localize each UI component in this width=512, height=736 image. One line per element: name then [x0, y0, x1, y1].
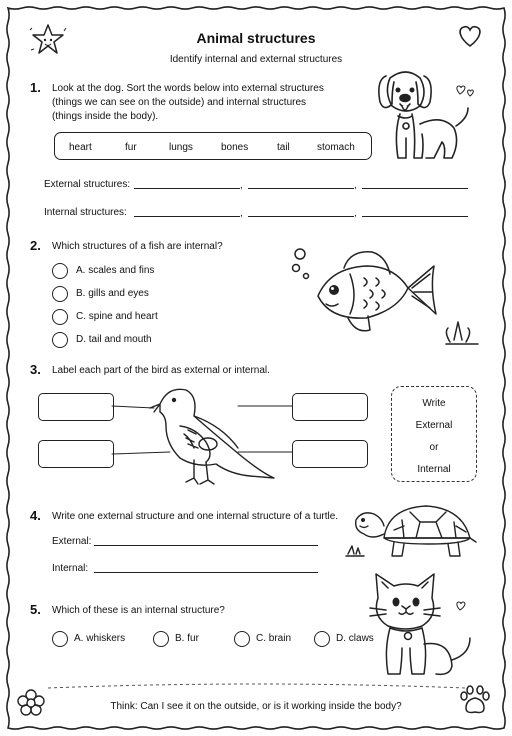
bird-illustration	[110, 378, 296, 496]
q2-text: Which structures of a fish are internal?	[52, 241, 223, 252]
q5-option-c	[256, 633, 291, 644]
q1-separator: ,	[240, 208, 243, 219]
q5-option-letter: A.	[74, 633, 84, 644]
q4-external-blank[interactable]	[94, 545, 318, 546]
q2-option-text: tail and mouth	[88, 334, 152, 345]
word-bank-item: fur	[125, 142, 137, 153]
q4-external-label: External:	[52, 536, 92, 547]
q1-external-blank-3[interactable]	[362, 188, 468, 189]
q4-internal-blank[interactable]	[94, 572, 318, 573]
hint-line: External	[415, 420, 453, 431]
q2-option-d-radio[interactable]	[52, 332, 68, 348]
word-bank-item: heart	[69, 142, 92, 153]
q4-internal-label: Internal:	[52, 563, 89, 574]
word-bank-item: bones	[221, 142, 249, 153]
q2-option-text: gills and eyes	[88, 288, 149, 299]
q5-option-a-radio[interactable]	[52, 631, 68, 647]
bird-label-box-4[interactable]	[292, 440, 368, 468]
q1-text	[52, 82, 324, 124]
q1-number: 1.	[30, 80, 41, 95]
q4-text: Write one external structure and one internal structure of a turtle.	[52, 511, 339, 522]
q1-external-blank-2[interactable]	[248, 188, 354, 189]
q1-separator: ,	[354, 208, 357, 219]
q2-option-letter: A.	[76, 265, 86, 276]
q5-option-text: brain	[268, 633, 292, 644]
think-prompt: Think: Can I see it on the outside, or is it working inside the body?	[110, 701, 402, 712]
hint-box	[391, 386, 477, 482]
bird-label-box-1[interactable]	[38, 393, 114, 421]
bird-label-box-3[interactable]	[292, 393, 368, 421]
q5-option-text: whiskers	[86, 633, 126, 644]
q5-option-letter: C.	[256, 633, 266, 644]
q2-option-text: scales and fins	[88, 265, 155, 276]
q2-option-a	[76, 265, 154, 276]
q5-option-c-radio[interactable]	[234, 631, 250, 647]
q3-text: Label each part of the bird as external or internal.	[52, 365, 270, 376]
q5-option-b-radio[interactable]	[153, 631, 169, 647]
q2-option-b	[76, 288, 149, 299]
q5-option-a	[74, 633, 125, 644]
q1-text-line: Look at the dog. Sort the words below into external structures	[52, 83, 324, 94]
word-bank-item: stomach	[317, 142, 355, 153]
q5-option-letter: B.	[175, 633, 185, 644]
q2-option-c-radio[interactable]	[52, 309, 68, 325]
hint-line: Internal	[417, 464, 451, 475]
q5-number: 5.	[30, 602, 41, 617]
page-subtitle: Identify internal and external structures	[169, 54, 343, 65]
q1-separator: ,	[354, 180, 357, 191]
q4-number: 4.	[30, 508, 41, 523]
q1-text-line: (things inside the body).	[52, 111, 159, 122]
q5-text: Which of these is an internal structure?	[52, 605, 225, 616]
q1-internal-label: Internal structures:	[44, 207, 127, 218]
turtle-illustration	[344, 496, 478, 562]
q1-text-line: (things we can see on the outside) and internal structures	[52, 97, 307, 108]
q2-option-b-radio[interactable]	[52, 286, 68, 302]
q1-internal-blank-1[interactable]	[134, 216, 240, 217]
dog-illustration	[372, 62, 480, 170]
q2-option-letter: C.	[76, 311, 86, 322]
q1-internal-blank-3[interactable]	[362, 216, 468, 217]
q2-option-letter: B.	[76, 288, 86, 299]
q1-separator: ,	[240, 180, 243, 191]
q2-option-letter: D.	[76, 334, 86, 345]
fish-illustration	[286, 244, 482, 350]
q2-option-d	[76, 334, 152, 345]
q2-option-c	[76, 311, 158, 322]
hint-line: Write	[422, 398, 446, 409]
q2-option-a-radio[interactable]	[52, 263, 68, 279]
word-bank-item: tail	[277, 142, 290, 153]
q2-number: 2.	[30, 238, 41, 253]
q1-external-blank-1[interactable]	[134, 188, 240, 189]
q5-option-text: claws	[348, 633, 374, 644]
q5-option-d-radio[interactable]	[314, 631, 330, 647]
q3-number: 3.	[30, 362, 41, 377]
q1-internal-blank-2[interactable]	[248, 216, 354, 217]
q5-option-letter: D.	[336, 633, 346, 644]
q1-external-label: External structures:	[44, 179, 131, 190]
page-title: Animal structures	[196, 30, 316, 46]
word-bank	[54, 132, 372, 160]
q5-option-text: fur	[187, 633, 199, 644]
q5-option-b	[175, 633, 199, 644]
q2-option-text: spine and heart	[88, 311, 158, 322]
cat-illustration	[366, 570, 482, 680]
hint-line: or	[429, 442, 439, 453]
bird-label-box-2[interactable]	[38, 440, 114, 468]
word-bank-item: lungs	[169, 142, 193, 153]
